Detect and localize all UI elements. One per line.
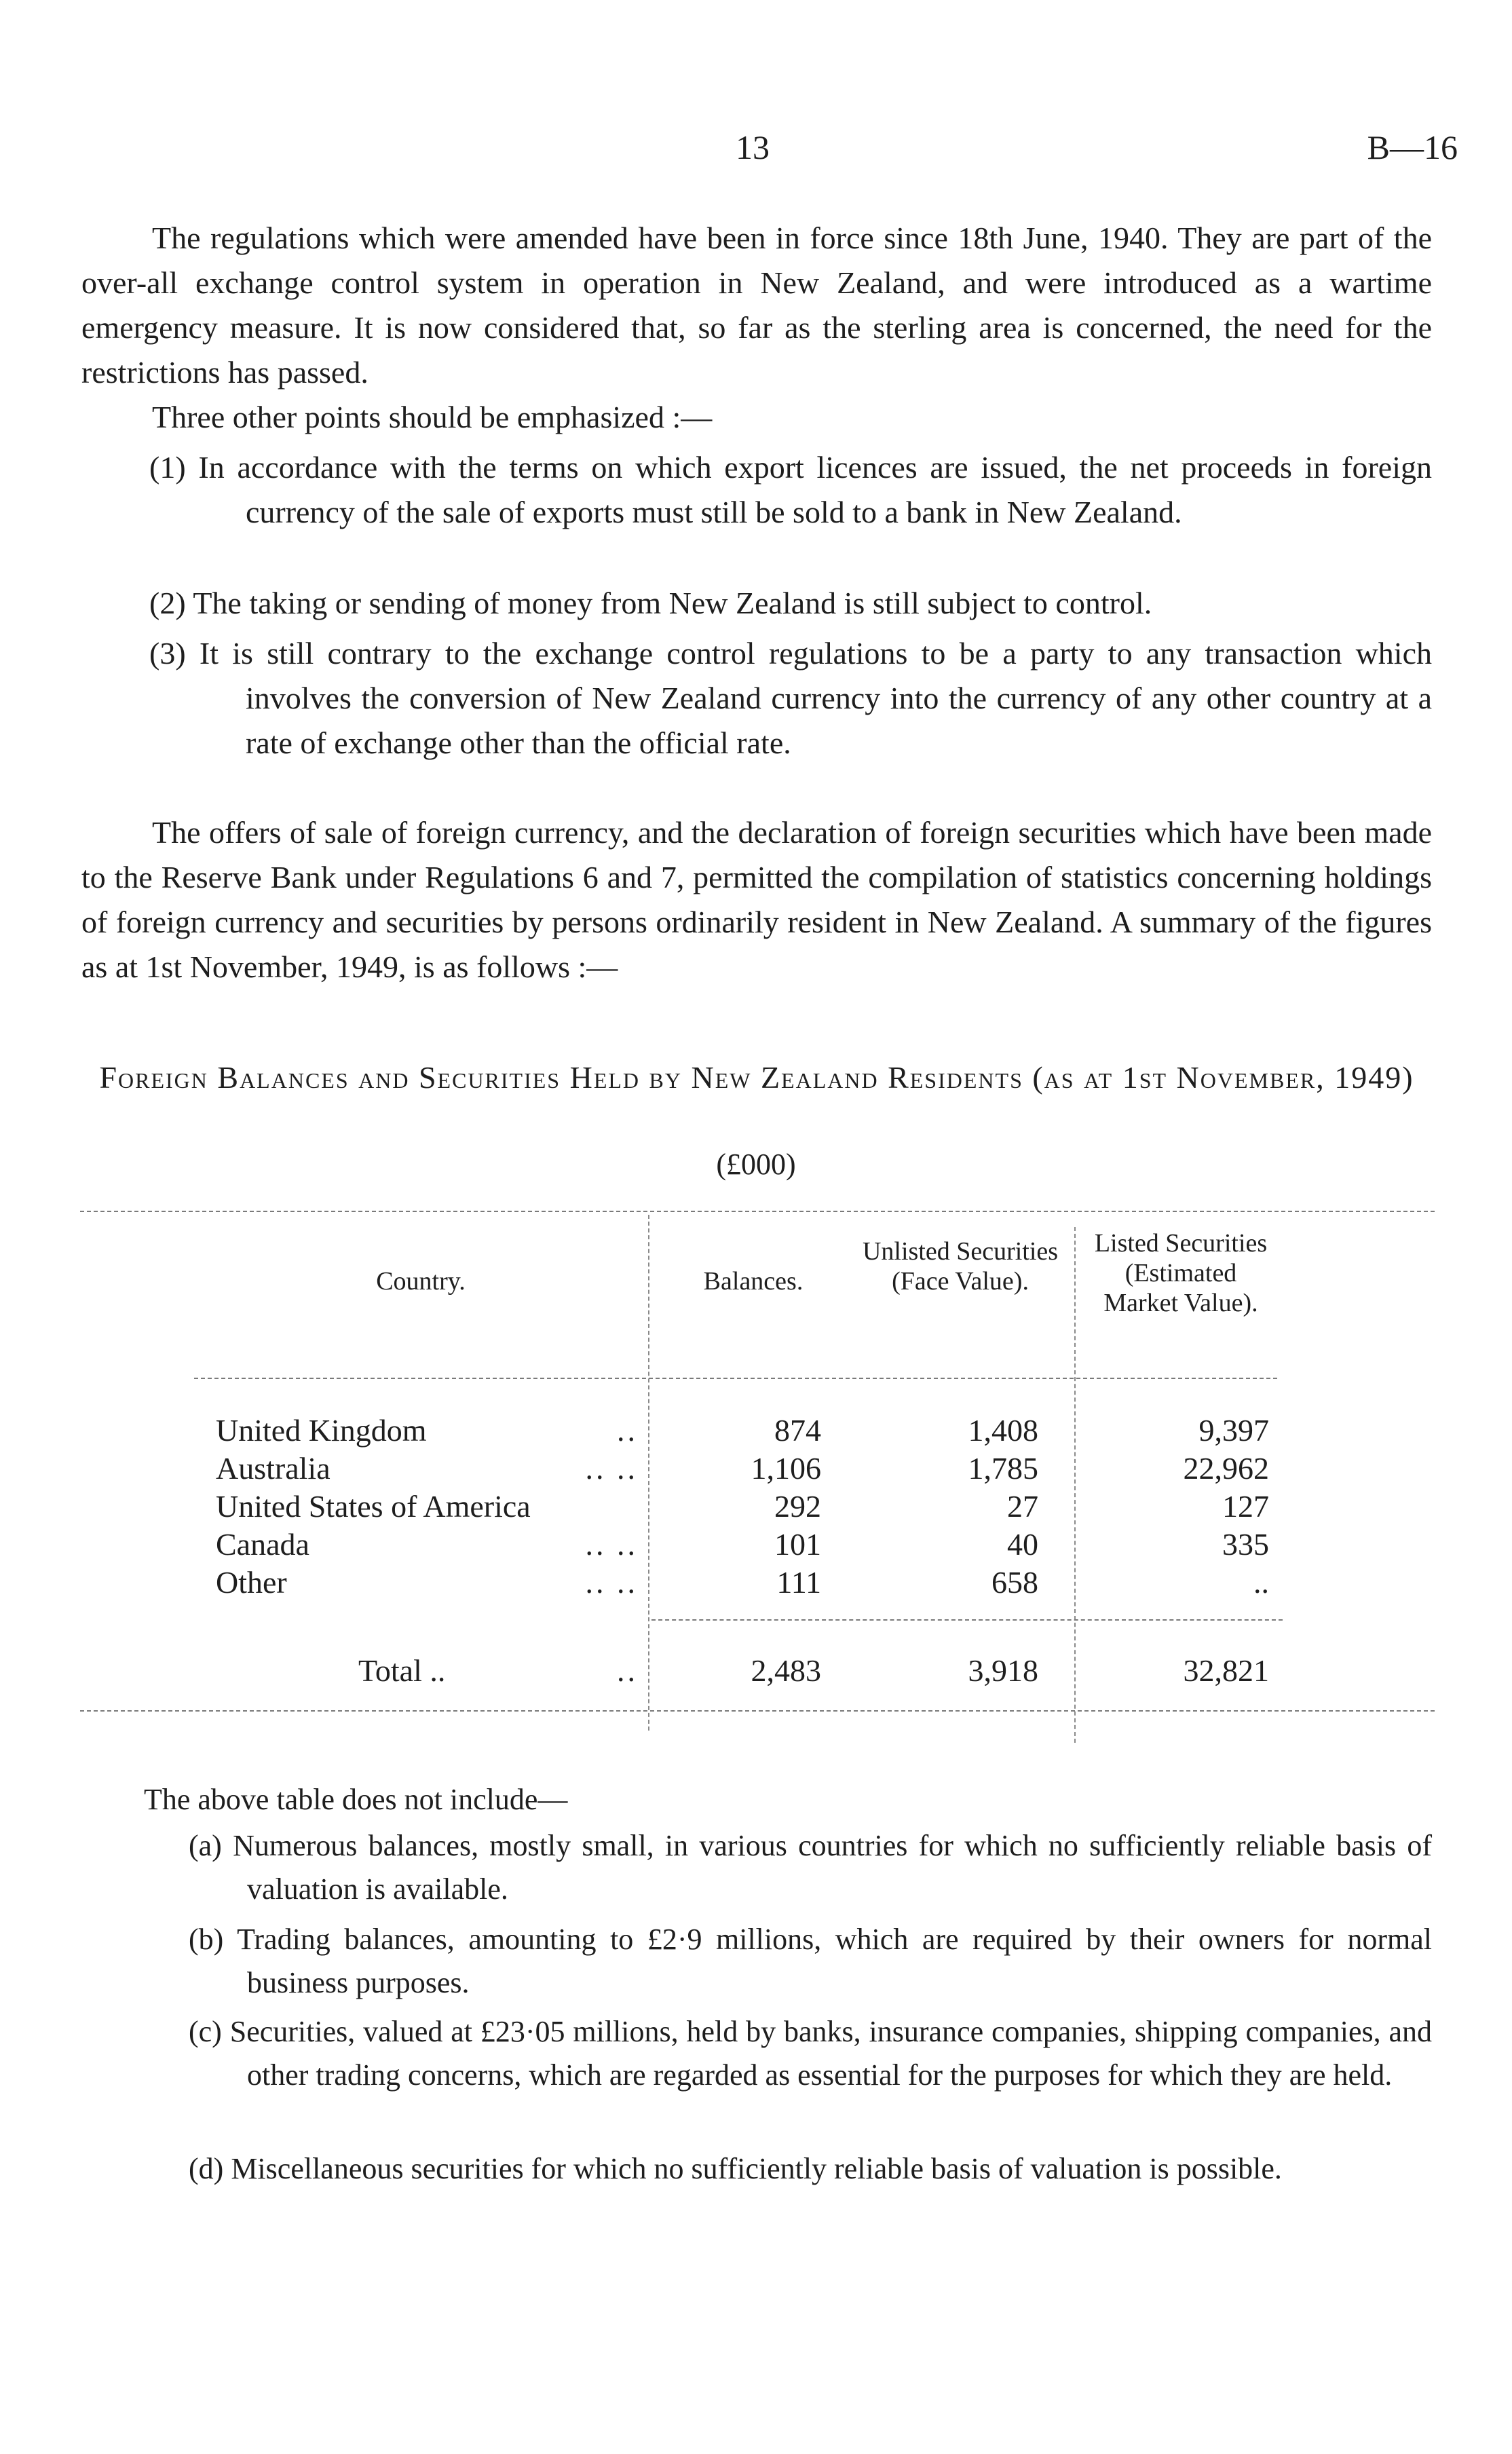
intro-paragraph: The regulations which were amended have been in force since 18th June, 1940. They are part of the over-all exchange control system in operation in New Zealand, and were introduced as a wartime emergency measure. It is now considered that, so far as the sterling area is concerned, the need for the restrictions has passed. — [81, 221, 1432, 390]
header-unlisted: Unlisted Securities (Face Value). — [862, 1237, 1059, 1296]
row-unlisted: 40 — [1007, 1527, 1038, 1562]
row-country: Canada — [216, 1527, 309, 1562]
row-leader-dots: .. .. — [585, 1565, 638, 1600]
row-balances: 1,106 — [751, 1451, 821, 1486]
row-balances: 111 — [776, 1565, 821, 1600]
row-unlisted: 658 — [991, 1565, 1038, 1600]
exclusion-marker: (a) — [189, 1829, 222, 1862]
row-listed: 9,397 — [1198, 1413, 1269, 1448]
total-balances: 2,483 — [751, 1653, 821, 1688]
header-listed: Listed Securities (Estimated Market Value). — [1094, 1229, 1268, 1317]
table-header-rule — [194, 1378, 1277, 1379]
exclusion-text: Securities, valued at £23·05 millions, held by banks, insurance companies, shipping companies, and other trading concerns, which are regarded as essential for the purposes for which they are held. — [229, 2015, 1433, 2092]
total-listed: 32,821 — [1183, 1653, 1269, 1688]
table-column-rule — [1074, 1227, 1076, 1743]
row-listed: .. — [1253, 1565, 1269, 1600]
header-country: Country. — [376, 1267, 466, 1296]
exclusion-item — [144, 2147, 1432, 2191]
point-marker: (2) — [149, 586, 186, 620]
table-title: Foreign Balances and Securities Held by New Zealand Residents (as at 1st November, 1949) — [99, 1060, 1414, 1095]
row-unlisted: 27 — [1007, 1489, 1038, 1524]
row-leader-dots: .. .. — [585, 1527, 638, 1562]
row-balances: 101 — [774, 1527, 821, 1562]
row-unlisted: 1,408 — [968, 1413, 1038, 1448]
exclusions-intro: The above table does not include— — [144, 1783, 568, 1816]
offers-paragraph: The offers of sale of foreign currency, and the declaration of foreign securities which have been made to the Reserve Bank under Regulations 6 and 7, permitted the compilation of statistics concerning holdings of foreign currency and securities by persons ordinarily resident in New Zealand. A summary of the figures as at 1st November, 1949, is as follows :— — [81, 815, 1432, 984]
table-bottom-rule — [80, 1710, 1435, 1712]
row-country: Australia — [216, 1451, 330, 1486]
table-column-rule — [648, 1215, 649, 1731]
document-reference: B—16 — [1367, 128, 1458, 166]
exclusion-item — [144, 1824, 1432, 1911]
exclusion-marker: (b) — [189, 1923, 224, 1956]
total-unlisted: 3,918 — [968, 1653, 1038, 1688]
exclusion-item — [144, 2010, 1432, 2097]
exclusion-marker: (c) — [189, 2015, 222, 2048]
total-label: Total .. — [358, 1653, 446, 1688]
point-item — [149, 581, 1432, 626]
exclusion-text: Numerous balances, mostly small, in various countries for which no sufficiently reliable basis of valuation is available. — [233, 1829, 1433, 1906]
page-number: 13 — [736, 128, 770, 166]
exclusion-text: Miscellaneous securities for which no sufficiently reliable basis of valuation is possible. — [231, 2152, 1282, 2185]
exclusion-item — [144, 1918, 1432, 2005]
table-unit: (£000) — [716, 1148, 796, 1181]
row-listed: 22,962 — [1183, 1451, 1269, 1486]
exclusion-marker: (d) — [189, 2152, 224, 2185]
points-intro: Three other points should be emphasized :— — [152, 400, 713, 434]
row-unlisted: 1,785 — [968, 1451, 1038, 1486]
row-balances: 292 — [774, 1489, 821, 1524]
table-total-rule — [651, 1619, 1283, 1621]
point-text: It is still contrary to the exchange control regulations to be a party to any transaction which involves the conversion of New Zealand currency into the currency of any other country at a rate of exchange other than the official rate. — [199, 636, 1432, 760]
point-text: The taking or sending of money from New Zealand is still subject to control. — [193, 586, 1152, 620]
exclusion-text: Trading balances, amounting to £2·9 millions, which are required by their owners for normal business purposes. — [237, 1923, 1432, 1999]
table-top-rule — [80, 1211, 1435, 1212]
row-country: Other — [216, 1565, 287, 1600]
header-balances: Balances. — [703, 1267, 804, 1296]
row-listed: 335 — [1222, 1527, 1269, 1562]
total-leader-dots: .. — [617, 1653, 638, 1688]
point-marker: (1) — [149, 450, 186, 485]
row-leader-dots: .. .. — [585, 1451, 638, 1486]
point-item — [149, 631, 1432, 766]
point-item — [149, 445, 1432, 535]
row-country: United States of America — [216, 1489, 531, 1524]
point-marker: (3) — [149, 636, 186, 671]
row-leader-dots: .. — [617, 1413, 638, 1448]
point-text: In accordance with the terms on which export licences are issued, the net proceeds in foreign currency of the sale of exports must still be sold to a bank in New Zealand. — [198, 450, 1433, 529]
row-listed: 127 — [1222, 1489, 1269, 1524]
row-balances: 874 — [774, 1413, 821, 1448]
row-country: United Kingdom — [216, 1413, 427, 1448]
